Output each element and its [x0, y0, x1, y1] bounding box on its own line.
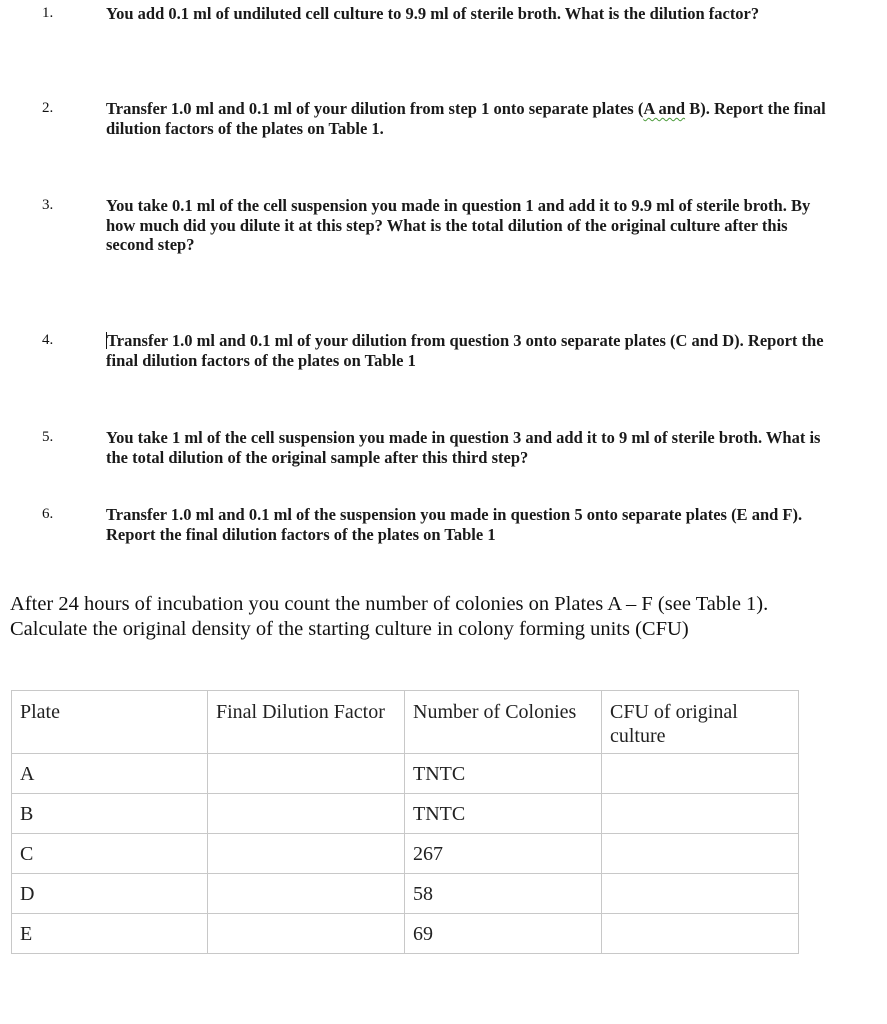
cfu-cell[interactable]: [602, 754, 799, 794]
question-text: You add 0.1 ml of undiluted cell culture to 9.9 ml of sterile broth. What is the dilution factor?: [106, 4, 760, 23]
plate-cell: D: [12, 874, 208, 914]
question-number: 5.: [42, 429, 54, 445]
results-table: [11, 690, 799, 954]
plate-cell: C: [12, 834, 208, 874]
cfu-cell[interactable]: [602, 914, 799, 954]
question-text: You take 1 ml of the cell suspension you made in question 3 and add it to 9 ml of sterile broth. What is the total dilution of the original sample after this third step?: [106, 428, 821, 467]
header-plate: Plate: [12, 691, 208, 754]
cfu-cell[interactable]: [602, 794, 799, 834]
table-row: [12, 874, 799, 914]
plate-cell: A: [12, 754, 208, 794]
plate-cell: E: [12, 914, 208, 954]
header-final-dilution-factor: Final Dilution Factor: [208, 691, 405, 754]
dilution-factor-cell[interactable]: [208, 914, 405, 954]
spellcheck-underlined-text: A and: [643, 99, 686, 118]
dilution-factor-cell[interactable]: [208, 794, 405, 834]
question-text-part: Transfer 1.0 ml and 0.1 ml of your dilution from step 1 onto separate plates (: [106, 99, 644, 118]
table-row: [12, 914, 799, 954]
question-text: Transfer 1.0 ml and 0.1 ml of the suspension you made in question 5 onto separate plates (E and F). Report the final dilution factors of the plates on Table 1: [106, 505, 803, 544]
header-number-of-colonies: Number of Colonies: [405, 691, 602, 754]
colonies-cell: TNTC: [405, 754, 602, 794]
colonies-cell: 58: [405, 874, 602, 914]
question-number: 1.: [42, 5, 54, 21]
colonies-cell: 267: [405, 834, 602, 874]
table-row: [12, 794, 799, 834]
colonies-cell: 69: [405, 914, 602, 954]
table-row: [12, 754, 799, 794]
question-text-body: Transfer 1.0 ml and 0.1 ml of your dilution from question 3 onto separate plates (C and D). Report the final dilution factors of the plates on Table 1: [106, 331, 824, 370]
table-header-row: [12, 691, 799, 754]
header-cfu-original-culture: CFU of original culture: [602, 691, 799, 754]
cfu-cell[interactable]: [602, 834, 799, 874]
question-text-part: B). Report the final dilution factors of the plates on Table 1.: [106, 99, 826, 138]
question-number: 4.: [42, 332, 54, 348]
question-text: [106, 331, 826, 370]
question-text: [106, 99, 826, 138]
dilution-factor-cell[interactable]: [208, 834, 405, 874]
question-number: 6.: [42, 506, 54, 522]
cfu-cell[interactable]: [602, 874, 799, 914]
dilution-factor-cell[interactable]: [208, 874, 405, 914]
question-text: You take 0.1 ml of the cell suspension you made in question 1 and add it to 9.9 ml of sterile broth. By how much did you dilute it at this step? What is the total dilution of the original culture after this second step?: [106, 196, 811, 254]
question-number: 2.: [42, 100, 54, 116]
plate-cell: B: [12, 794, 208, 834]
instructions-paragraph: After 24 hours of incubation you count the number of colonies on Plates A – F (see Table 1). Calculate the original density of the starting culture in colony forming units (CFU): [10, 593, 769, 640]
table-row: [12, 834, 799, 874]
dilution-factor-cell[interactable]: [208, 754, 405, 794]
colonies-cell: TNTC: [405, 794, 602, 834]
question-number: 3.: [42, 197, 54, 213]
